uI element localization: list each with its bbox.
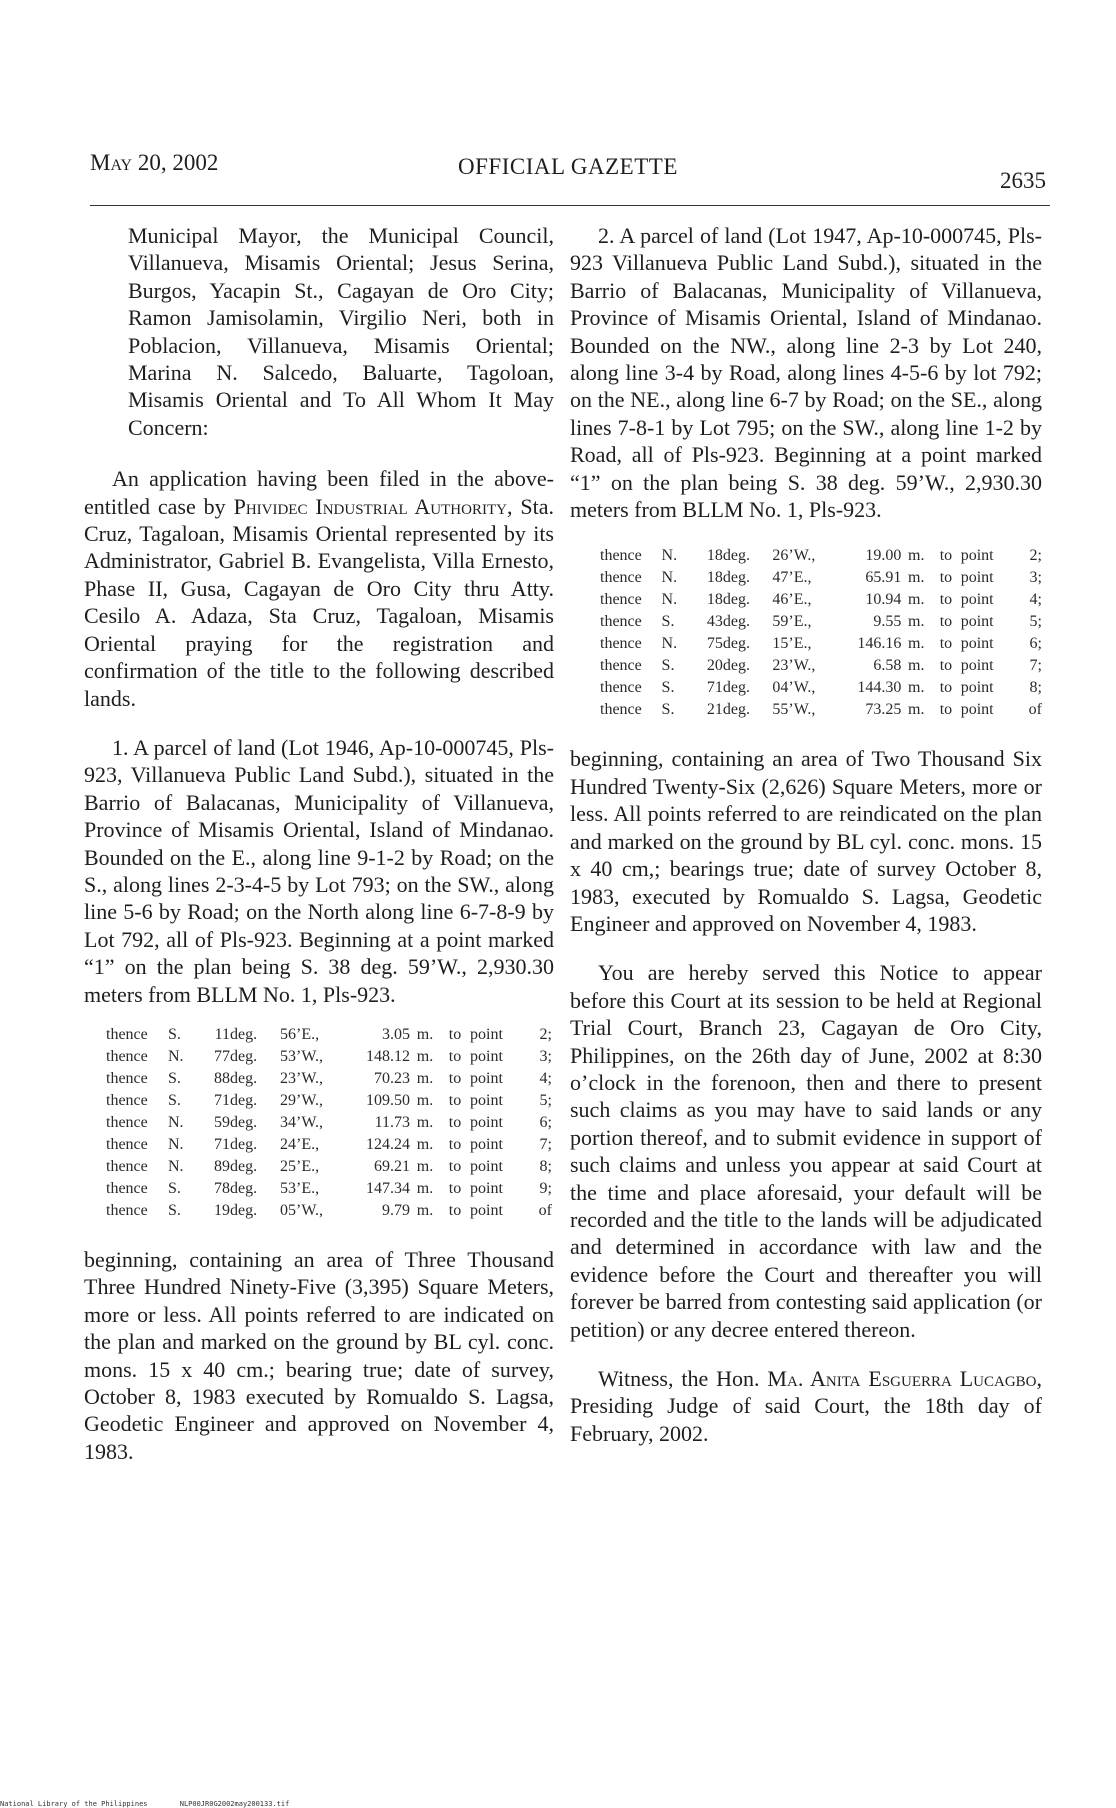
bearing-thence: thence xyxy=(600,591,642,609)
bearing-distance: 124.24 xyxy=(366,1135,410,1153)
bearing-row xyxy=(106,1068,552,1090)
bearing-point-number: 3; xyxy=(539,1047,552,1065)
bearing-thence: thence xyxy=(600,547,642,565)
bearing-point: point xyxy=(470,1047,503,1065)
bearing-distance: 11.73 xyxy=(374,1113,410,1131)
bearing-degrees: 71 xyxy=(706,679,723,697)
bearing-to: to xyxy=(448,1025,462,1043)
bearing-minutes: 26’W., xyxy=(772,547,816,565)
judge-name: Ma. Anita Esguerra Lucagbo xyxy=(767,1366,1037,1391)
bearing-degrees: 11 xyxy=(214,1025,230,1043)
bearing-direction: S. xyxy=(661,613,675,631)
bearing-meter-unit: m. xyxy=(908,591,925,609)
bearing-degrees: 18 xyxy=(706,547,723,565)
application-paragraph xyxy=(84,465,554,712)
bearing-deg-unit: deg. xyxy=(722,547,750,565)
bearing-meter-unit: m. xyxy=(416,1179,434,1197)
bearing-point: point xyxy=(960,701,994,719)
bearing-direction: S. xyxy=(168,1091,181,1109)
bearing-degrees: 75 xyxy=(706,635,723,653)
bearing-thence: thence xyxy=(106,1201,148,1219)
bearing-row xyxy=(106,1046,552,1068)
bearing-direction: N. xyxy=(661,547,678,565)
bearing-row xyxy=(106,1134,552,1156)
bearing-thence: thence xyxy=(600,679,642,697)
bearing-thence: thence xyxy=(106,1069,148,1087)
bearing-point-number: 7; xyxy=(1029,657,1042,675)
bearing-direction: S. xyxy=(168,1025,181,1043)
bearing-point: point xyxy=(470,1201,503,1219)
parcel-1-bearings-body xyxy=(106,1024,552,1222)
bearing-minutes: 25’E., xyxy=(280,1157,320,1175)
bearing-to: to xyxy=(448,1157,462,1175)
notice-paragraph: You are hereby served this Notice to appear before this Court at its session to be held at Regional Trial Court, Branch 23, Cagayan de Oro City, Philippines, on the 26th day of June, 2002 at 8:30 o’clock in the forenoon, then and there to present such claims as you may have to said lands or any portion thereof, and to submit evidence in support of such claims and unless you appear at said Court at the time and place aforesaid, your default will be recorded and the title to the lands will be adjudicated and determined in accordance with law and the evidence before the Court and thereafter you will forever be barred from contesting said application (or petition) or any decree entered thereon. xyxy=(570,960,1042,1342)
bearing-point: point xyxy=(470,1025,503,1043)
bearing-direction: N. xyxy=(168,1047,184,1065)
bearing-deg-unit: deg. xyxy=(722,679,750,697)
bearing-degrees: 19 xyxy=(214,1201,230,1219)
bearing-deg-unit: deg. xyxy=(230,1047,258,1065)
bearing-thence: thence xyxy=(106,1179,148,1197)
bearing-minutes: 15’E., xyxy=(772,635,812,653)
bearing-minutes: 53’W., xyxy=(280,1047,323,1065)
bearing-point-number: 2; xyxy=(1029,547,1042,565)
bearing-degrees: 71 xyxy=(214,1091,230,1109)
bearing-point-number: 5; xyxy=(1029,613,1042,631)
bearing-meter-unit: m. xyxy=(908,613,925,631)
bearing-to: to xyxy=(448,1179,462,1197)
bearing-deg-unit: deg. xyxy=(230,1113,258,1131)
witness-paragraph xyxy=(570,1365,1042,1447)
bearing-meter-unit: m. xyxy=(416,1069,434,1087)
bearing-deg-unit: deg. xyxy=(230,1201,258,1219)
bearing-point-number: of xyxy=(538,1201,552,1219)
parcel-1-closing-paragraph: beginning, containing an area of Three Thousand Three Hundred Ninety-Five (3,395) Square Meters, more or less. All points referred to are indicated on the plan and marked on the ground by BL cyl. conc. mons. 15 x 40 cm.; bearing true; date of survey, October 8, 1983 executed by Romualdo S. Lagsa, Geodetic Engineer and approved on November 4, 1983. xyxy=(84,1246,554,1464)
bearing-thence: thence xyxy=(106,1113,148,1131)
bearing-to: to xyxy=(939,701,953,719)
bearing-point: point xyxy=(470,1113,503,1131)
bearing-point: point xyxy=(960,569,994,587)
bearing-point: point xyxy=(470,1179,503,1197)
bearing-minutes: 34’W., xyxy=(280,1113,323,1131)
bearing-degrees: 59 xyxy=(214,1113,230,1131)
bearing-distance: 73.25 xyxy=(865,701,902,719)
page-number: 2635 xyxy=(1000,168,1046,193)
bearing-point-number: 9; xyxy=(539,1179,552,1197)
bearing-thence: thence xyxy=(600,701,642,719)
bearing-degrees: 43 xyxy=(706,613,723,631)
bearing-minutes: 04’W., xyxy=(772,679,816,697)
bearing-direction: S. xyxy=(661,679,675,697)
bearing-meter-unit: m. xyxy=(908,657,925,675)
bearing-meter-unit: m. xyxy=(416,1047,434,1065)
bearing-direction: N. xyxy=(168,1135,184,1153)
bearing-distance: 19.00 xyxy=(865,547,902,565)
bearing-minutes: 23’W., xyxy=(772,657,816,675)
bearing-meter-unit: m. xyxy=(908,569,925,587)
bearing-thence: thence xyxy=(600,613,642,631)
bearing-to: to xyxy=(448,1069,462,1087)
bearing-direction: S. xyxy=(661,701,675,719)
bearing-point: point xyxy=(470,1157,503,1175)
bearing-thence: thence xyxy=(106,1091,148,1109)
bearing-point: point xyxy=(470,1069,503,1087)
bearing-point: point xyxy=(960,635,994,653)
bearing-point-number: 7; xyxy=(539,1135,552,1153)
bearing-point: point xyxy=(960,591,994,609)
bearing-minutes: 59’E., xyxy=(772,613,812,631)
bearing-degrees: 78 xyxy=(214,1179,230,1197)
bearing-row xyxy=(106,1024,552,1046)
bearing-point: point xyxy=(470,1091,503,1109)
bearing-minutes: 23’W., xyxy=(280,1069,323,1087)
left-column xyxy=(84,222,554,1465)
bearing-deg-unit: deg. xyxy=(722,701,750,719)
application-text-start: An application having been filed in the above-entitled case by xyxy=(84,466,554,519)
parcel-2-bearings-body xyxy=(600,545,1042,721)
bearing-deg-unit: deg. xyxy=(230,1025,258,1043)
bearing-direction: N. xyxy=(661,635,678,653)
library-credit: National Library of the Philippines xyxy=(0,1800,148,1808)
bearing-deg-unit: deg. xyxy=(722,613,750,631)
bearing-direction: S. xyxy=(168,1069,181,1087)
bearing-deg-unit: deg. xyxy=(230,1135,258,1153)
bearing-meter-unit: m. xyxy=(416,1201,434,1219)
bearing-direction: S. xyxy=(168,1201,181,1219)
parcel-2-bearings-table xyxy=(600,545,1042,721)
bearing-point-number: 4; xyxy=(539,1069,552,1087)
witness-text-start: Witness, the Hon. xyxy=(598,1366,768,1391)
bearing-distance: 10.94 xyxy=(865,591,902,609)
bearing-minutes: 47’E., xyxy=(772,569,812,587)
bearing-degrees: 88 xyxy=(214,1069,230,1087)
bearing-meter-unit: m. xyxy=(416,1113,434,1131)
bearing-point: point xyxy=(960,547,994,565)
scan-footer xyxy=(0,1800,317,1808)
bearing-to: to xyxy=(939,657,953,675)
bearing-row xyxy=(106,1112,552,1134)
parcel-1-paragraph: 1. A parcel of land (Lot 1946, Ap-10-000745, Pls-923, Villanueva Public Land Subd.), situated in the Barrio of Balacanas, Municipality of Villanueva, Province of Misamis Oriental, Island of Mindanao. Bounded on the E., along line 9-1-2 by Road; on the S., along lines 2-3-4-5 by Lot 793; on the SW., along line 5-6 by Road; on the North along line 6-7-8-9 by Lot 792, all of Pls-923. Beginning at a point marked “1” on the plan being S. 38 deg. 59’W., 2,930.30 meters from BLLM No. 1, Pls-923. xyxy=(84,734,554,1007)
bearing-deg-unit: deg. xyxy=(722,591,750,609)
bearing-row xyxy=(600,633,1042,655)
bearing-meter-unit: m. xyxy=(908,547,925,565)
bearing-thence: thence xyxy=(106,1135,148,1153)
bearing-deg-unit: deg. xyxy=(722,635,750,653)
bearing-distance: 147.34 xyxy=(366,1179,410,1197)
scan-filename: NLP00JR0G2002may200133.tif xyxy=(179,1800,290,1808)
bearing-to: to xyxy=(939,569,953,587)
bearing-meter-unit: m. xyxy=(908,701,925,719)
bearing-point-number: 6; xyxy=(1029,635,1042,653)
bearing-point: point xyxy=(960,613,994,631)
bearing-point-number: 5; xyxy=(539,1091,552,1109)
bearing-distance: 65.91 xyxy=(865,569,902,587)
bearing-to: to xyxy=(939,613,953,631)
bearing-distance: 69.21 xyxy=(374,1157,410,1175)
bearing-meter-unit: m. xyxy=(416,1157,434,1175)
bearing-direction: N. xyxy=(168,1157,184,1175)
bearing-thence: thence xyxy=(600,635,642,653)
bearing-minutes: 05’W., xyxy=(280,1201,323,1219)
bearing-distance: 9.79 xyxy=(382,1201,410,1219)
bearing-row xyxy=(600,699,1042,721)
bearing-row xyxy=(106,1200,552,1222)
bearing-meter-unit: m. xyxy=(416,1135,434,1153)
bearing-thence: thence xyxy=(106,1025,148,1043)
bearing-to: to xyxy=(939,679,953,697)
bearing-point-number: 8; xyxy=(539,1157,552,1175)
bearing-thence: thence xyxy=(106,1157,148,1175)
bearing-to: to xyxy=(448,1047,462,1065)
bearing-to: to xyxy=(448,1201,462,1219)
parcel-2-paragraph: 2. A parcel of land (Lot 1947, Ap-10-000745, Pls-923 Villanueva Public Land Subd.), situated in the Barrio of Balacanas, Municipality of Villanueva, Province of Misamis Oriental, Island of Mindanao. Bounded on the NW., along line 2-3 by Lot 240, along line 3-4 by Road, along lines 4-5-6 by lot 792; on the NE., along line 6-7 by Road; on the SE., along lines 7-8-1 by Lot 795; on the SW., along line 1-2 by Road, all of Pls-923. Beginning at a point marked “1” on the plan being S. 38 deg. 59’W., 2,930.30 meters from BLLM No. 1, Pls-923. xyxy=(570,223,1042,523)
bearing-distance: 70.23 xyxy=(374,1069,410,1087)
bearing-point: point xyxy=(960,679,994,697)
bearing-minutes: 53’E., xyxy=(280,1179,320,1197)
bearing-point-number: 8; xyxy=(1029,679,1042,697)
bearing-direction: S. xyxy=(661,657,675,675)
bearing-row xyxy=(106,1090,552,1112)
bearing-minutes: 56’E., xyxy=(280,1025,320,1043)
bearing-degrees: 21 xyxy=(706,701,723,719)
bearing-row xyxy=(600,677,1042,699)
bearing-degrees: 18 xyxy=(706,569,723,587)
bearing-point: point xyxy=(960,657,994,675)
bearing-distance: 148.12 xyxy=(366,1047,410,1065)
bearing-distance: 144.30 xyxy=(857,679,902,697)
applicant-name: Phividec Industrial Authority xyxy=(233,493,507,519)
bearing-to: to xyxy=(939,591,953,609)
bearing-deg-unit: deg. xyxy=(722,569,750,587)
bearing-degrees: 77 xyxy=(214,1047,230,1065)
bearing-distance: 109.50 xyxy=(366,1091,410,1109)
bearing-to: to xyxy=(448,1135,462,1153)
addressees-paragraph: Municipal Mayor, the Municipal Council, Villanueva, Misamis Oriental; Jesus Serina, Burgos, Yacapin St., Cagayan de Oro City; Ramon Jamisolamin, Virgilio Neri, both in Poblacion, Villanueva, Misamis Oriental; Marina N. Salcedo, Baluarte, Tagoloan, Misamis Oriental and To All Whom It May Concern: xyxy=(128,223,554,440)
bearing-point-number: of xyxy=(1028,701,1042,719)
bearing-row xyxy=(106,1156,552,1178)
bearing-direction: N. xyxy=(661,569,678,587)
parcel-2-closing-paragraph: beginning, containing an area of Two Thousand Six Hundred Twenty-Six (2,626) Square Meters, more or less. All points referred to are reindicated on the plan and marked on the ground by BL cyl. conc. mons. 15 x 40 cm,; bearings true; date of survey October 8, 1983, executed by Romualdo S. Lagsa, Geodetic Engineer and approved on November 4, 1983. xyxy=(570,746,1042,936)
bearing-to: to xyxy=(448,1113,462,1131)
bearing-row xyxy=(600,611,1042,633)
bearing-distance: 3.05 xyxy=(382,1025,410,1043)
bearing-minutes: 55’W., xyxy=(772,701,816,719)
page-header xyxy=(90,150,1050,193)
bearing-degrees: 18 xyxy=(706,591,723,609)
parcel-1-bearings-table xyxy=(106,1024,552,1222)
bearing-minutes: 24’E., xyxy=(280,1135,320,1153)
bearing-row xyxy=(600,655,1042,677)
bearing-deg-unit: deg. xyxy=(230,1091,258,1109)
header-rule xyxy=(90,205,1050,206)
bearing-deg-unit: deg. xyxy=(230,1179,258,1197)
bearing-meter-unit: m. xyxy=(416,1025,434,1043)
bearing-meter-unit: m. xyxy=(416,1091,434,1109)
bearing-distance: 6.58 xyxy=(873,657,902,675)
bearing-meter-unit: m. xyxy=(908,635,925,653)
bearing-distance: 146.16 xyxy=(857,635,902,653)
bearing-deg-unit: deg. xyxy=(722,657,750,675)
right-column xyxy=(570,222,1042,1447)
bearing-point-number: 2; xyxy=(539,1025,552,1043)
bearing-meter-unit: m. xyxy=(908,679,925,697)
bearing-direction: N. xyxy=(168,1113,184,1131)
bearing-deg-unit: deg. xyxy=(230,1069,258,1087)
bearing-thence: thence xyxy=(600,657,642,675)
bearing-deg-unit: deg. xyxy=(230,1157,258,1175)
bearing-thence: thence xyxy=(106,1047,148,1065)
bearing-point-number: 3; xyxy=(1029,569,1042,587)
bearing-distance: 9.55 xyxy=(873,613,902,631)
bearing-row xyxy=(600,545,1042,567)
bearing-point-number: 6; xyxy=(539,1113,552,1131)
bearing-to: to xyxy=(939,635,953,653)
bearing-minutes: 46’E., xyxy=(772,591,812,609)
bearing-row xyxy=(600,589,1042,611)
bearing-point-number: 4; xyxy=(1029,591,1042,609)
bearing-to: to xyxy=(448,1091,462,1109)
bearing-row xyxy=(106,1178,552,1200)
witness-text-end: , Presiding Judge of said Court, the 18th day of February, 2002. xyxy=(570,1366,1042,1446)
issue-date: May 20, 2002 xyxy=(90,150,219,175)
application-text-end: , Sta. Cruz, Tagaloan, Misamis Oriental represented by its Administrator, Gabriel B. Evangelista, Villa Ernesto, Phase II, Gusa, Cagayan de Oro City thru Atty. Cesilo A. Adaza, Sta Cruz, Tagaloan, Misamis Oriental praying for the registration and confirmation of the title to the following described lands. xyxy=(84,493,554,711)
bearing-direction: N. xyxy=(661,591,678,609)
bearing-point: point xyxy=(470,1135,503,1153)
publication-title: OFFICIAL GAZETTE xyxy=(458,154,678,179)
bearing-degrees: 89 xyxy=(214,1157,230,1175)
bearing-direction: S. xyxy=(168,1179,181,1197)
bearing-to: to xyxy=(939,547,953,565)
bearing-degrees: 71 xyxy=(214,1135,230,1153)
bearing-minutes: 29’W., xyxy=(280,1091,323,1109)
bearing-degrees: 20 xyxy=(706,657,723,675)
bearing-row xyxy=(600,567,1042,589)
bearing-thence: thence xyxy=(600,569,642,587)
